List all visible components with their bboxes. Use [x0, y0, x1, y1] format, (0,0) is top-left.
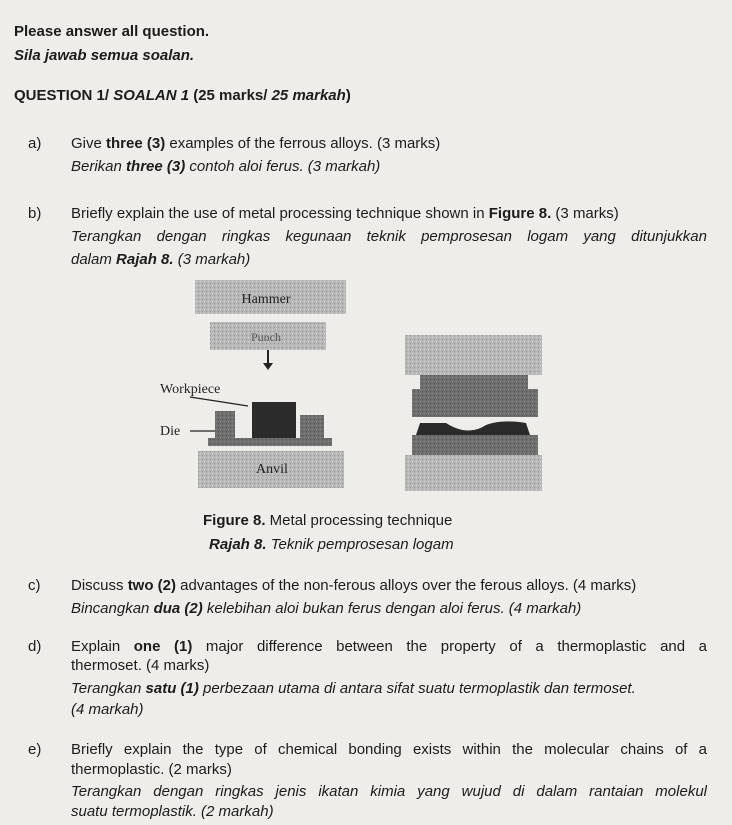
figure-caption-ms — [209, 535, 454, 554]
part-d-ms-pre: Terangkan — [71, 680, 146, 697]
part-c-ms-pre: Bincangkan — [71, 600, 154, 617]
question-title-en: QUESTION 1/ — [14, 87, 114, 104]
part-c-en-post: advantages of the non-ferous alloys over the ferous alloys. (4 marks) — [176, 577, 637, 594]
part-e-english-line2: thermoplastic. (2 marks) — [71, 761, 232, 778]
part-c-ms-bold: dua (2) — [153, 600, 203, 617]
upper-die-right-lower — [412, 389, 538, 417]
part-a-en-post: examples of the ferrous alloys. (3 marks) — [165, 135, 441, 152]
part-d-ms-post: perbezaan utama di antara sifat suatu termoplastik dan termoset. — [198, 680, 636, 697]
formed-workpiece — [416, 421, 530, 435]
part-b-malay-line1: Terangkan dengan ringkas kegunaan teknik pemprosesan logam yang ditunjukkan — [71, 228, 707, 245]
part-a-ms-post: contoh aloi ferus. (3 markah) — [185, 158, 381, 175]
part-c-english — [71, 576, 636, 595]
part-e-malay-line2: suatu termoplastik. (2 markah) — [71, 803, 274, 820]
workpiece-label: Workpiece — [160, 382, 221, 397]
part-d-malay-line2: (4 markah) — [71, 701, 144, 718]
workpiece-block — [252, 402, 296, 440]
workpiece-pointer — [190, 397, 248, 406]
part-b-english — [71, 204, 619, 223]
caption-en-text: Metal processing technique — [265, 512, 453, 529]
part-c-en-bold: two (2) — [127, 577, 177, 594]
question-title — [14, 86, 351, 105]
part-a-en-pre: Give — [71, 135, 107, 152]
question-title-ms: SOALAN 1 — [113, 87, 190, 104]
part-a-en-bold: three (3) — [106, 135, 166, 152]
part-a-ms-pre: Berikan — [71, 158, 127, 175]
part-d-english-line2: thermoset. (4 marks) — [71, 657, 210, 674]
caption-ms-text: Teknik pemprosesan logam — [266, 536, 454, 553]
upper-die-right — [405, 335, 542, 375]
anvil-label: Anvil — [256, 462, 288, 477]
part-a-letter: a) — [28, 135, 42, 152]
part-b-malay-line2 — [71, 250, 250, 269]
die-base — [208, 438, 332, 446]
part-d-en-pre: Explain — [71, 638, 134, 655]
part-a-english — [71, 134, 440, 153]
upper-die-neck-right — [420, 375, 528, 389]
punch-arrow-head — [263, 363, 273, 370]
part-c-ms-post: kelebihan aloi bukan ferus dengan aloi ferus. (4 markah) — [202, 600, 582, 617]
figure-caption-en — [203, 511, 452, 530]
question-marks-en: (25 marks/ — [189, 87, 272, 104]
instruction-english: Please answer all question. — [14, 23, 210, 40]
question-marks-close: ) — [345, 87, 351, 104]
part-c-letter: c) — [28, 577, 41, 594]
anvil-right — [405, 455, 542, 491]
part-b-en-pre: Briefly explain the use of metal processing technique shown in — [71, 205, 489, 222]
part-d-letter: d) — [28, 638, 42, 655]
part-e-english-line1: Briefly explain the type of chemical bonding exists within the molecular chains of a — [71, 741, 707, 758]
part-e-malay-line1: Terangkan dengan ringkas jenis ikatan kimia yang wujud di dalam rantaian molekul — [71, 783, 707, 800]
caption-en-bold: Figure 8. — [203, 512, 266, 529]
part-a-malay — [71, 157, 380, 176]
part-b-ms-bold: Rajah 8. — [116, 251, 174, 268]
part-b-en-post: (3 marks) — [551, 205, 619, 222]
caption-ms-bold: Rajah 8. — [209, 536, 267, 553]
part-d-ms-bold: satu (1) — [145, 680, 199, 697]
part-b-ms-pre: dalam — [71, 251, 117, 268]
part-e-letter: e) — [28, 741, 42, 758]
part-c-en-pre: Discuss — [71, 577, 128, 594]
part-d-english-line1 — [71, 637, 707, 656]
figure-8-diagram — [150, 275, 550, 500]
punch-label: Punch — [251, 330, 281, 344]
die-label: Die — [160, 424, 181, 439]
part-c-malay — [71, 599, 581, 618]
part-d-malay-line1 — [71, 679, 636, 698]
question-marks-ms: 25 markah — [271, 87, 346, 104]
lower-die-right — [412, 435, 538, 455]
part-d-en-bold: one (1) — [133, 638, 193, 655]
part-b-letter: b) — [28, 205, 42, 222]
part-d-en-post: major difference between the property of a thermoplastic and a — [192, 638, 707, 655]
hammer-label: Hammer — [241, 292, 291, 307]
instruction-malay: Sila jawab semua soalan. — [14, 47, 195, 64]
part-a-ms-bold: three (3) — [126, 158, 186, 175]
part-b-en-bold: Figure 8. — [488, 205, 552, 222]
part-b-ms-post: (3 markah) — [173, 251, 251, 268]
